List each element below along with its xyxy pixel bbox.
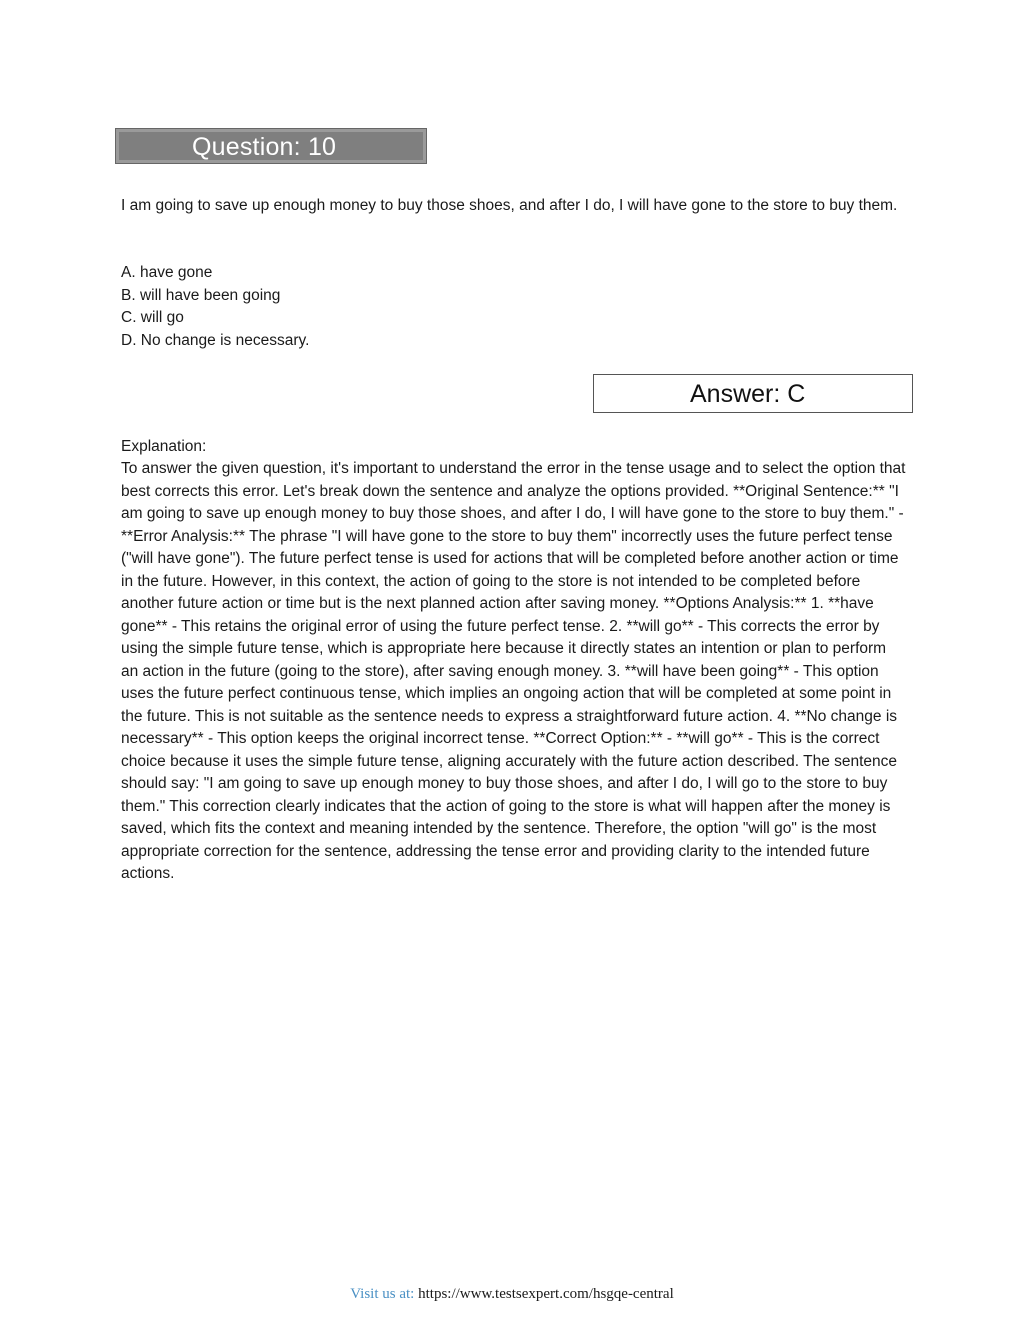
question-text: I am going to save up enough money to buy those shoes, and after I do, I will have gone to the store to buy them. [121, 197, 898, 214]
question-header [115, 128, 427, 164]
footer-visit-label: Visit us at: [350, 1286, 415, 1302]
explanation-label: Explanation: [121, 438, 207, 455]
explanation-text: To answer the given question, it's important to understand the error in the tense usage and to select the option that best corrects this error. Let's break down the sentence and analyze the options provided. **Original Sentence:** "I am going to save up enough money to buy those shoes, and after I do, I will have gone to the store to buy them." - **Error Analysis:** The phrase "I will have gone to the store to buy them" incorrectly uses the future perfect tense ("will have gone"). The future perfect tense is used for actions that will be completed before another action or time in the future. However, in this context, the action of going to the store is not intended to be completed before another future action or time but is the next planned action after saving money. **Options Analysis:** 1. **have gone** - This retains the original error of using the future perfect tense. 2. **will go** - This corrects the error by using the simple future tense, which is appropriate here because it directly states an intention or plan to perform an action in the future (going to the store), after saving enough money. 3. **will have been going** - This option uses the future perfect continuous tense, which implies an ongoing action that will be completed at some point in the future. This is not suitable as the sentence needs to express a straightforward future action. 4. **No change is necessary** - This option keeps the original incorrect tense. **Correct Option:** - **will go** - This is the correct choice because it uses the simple future tense, aligning accurately with the future action described. The sentence should say: "I am going to save up enough money to buy those shoes, and after I do, I will go to the store to buy them." This correction clearly indicates that the action of going to the store is what will happen after the money is saved, which fits the context and meaning intended by the sentence. Therefore, the option "will go" is the most appropriate correction for the sentence, addressing the tense error and providing clarity to the intended future actions. [121, 460, 906, 882]
option-b: B. will have been going [121, 286, 281, 304]
answer-box [593, 374, 913, 413]
option-a: A. have gone [121, 264, 213, 281]
footer-url-link[interactable]: https://www.testsexpert.com/hsgqe-central [418, 1286, 674, 1302]
question-title: Question: 10 [192, 133, 337, 161]
answer-label: Answer: C [690, 380, 806, 408]
answer-options [121, 262, 721, 352]
option-d: D. No change is necessary. [121, 331, 310, 349]
option-c: C. will go [121, 309, 184, 326]
footer [0, 1284, 1024, 1304]
